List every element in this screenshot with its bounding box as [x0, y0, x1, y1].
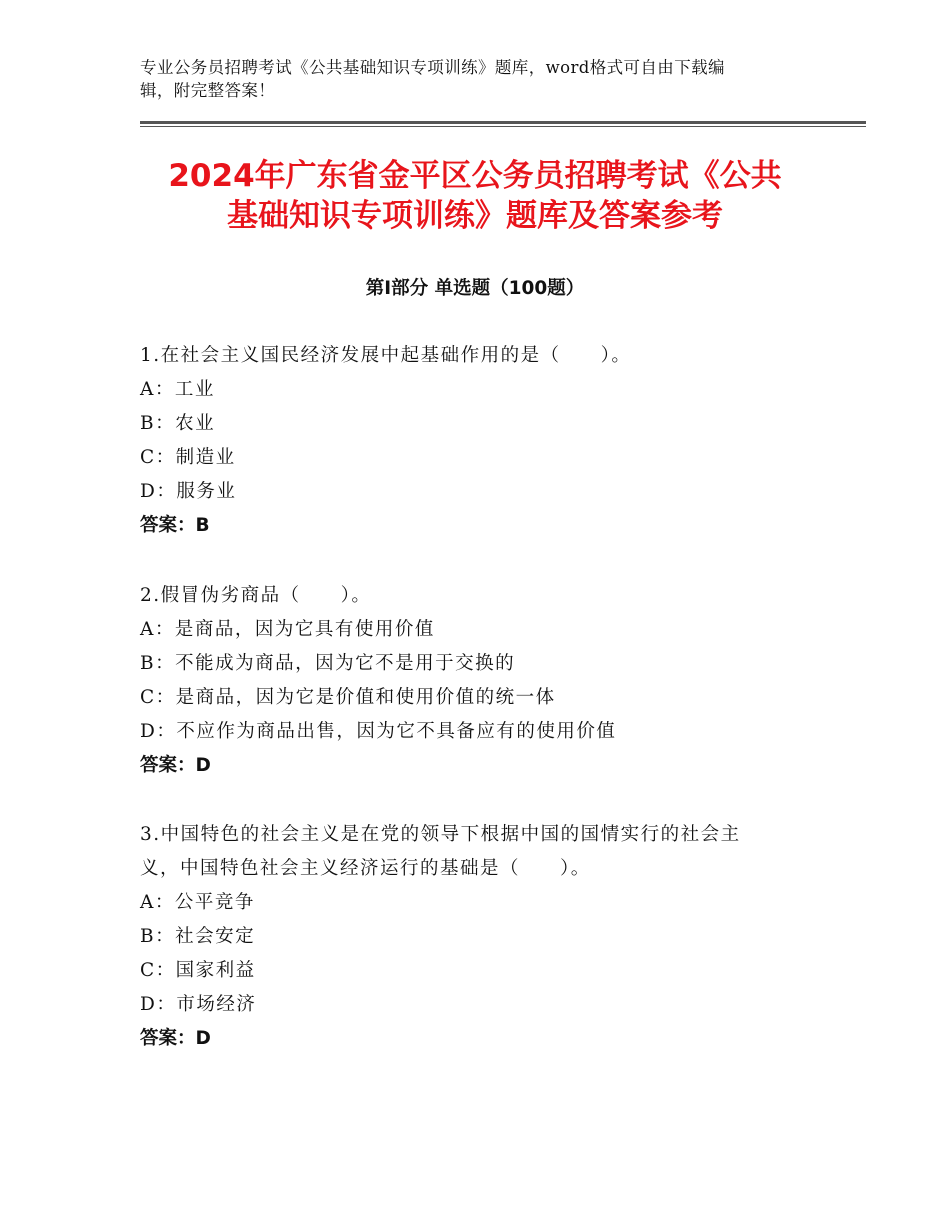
question-item	[140, 818, 820, 1056]
header-note-line: 专业公务员招聘考试《公共基础知识专项训练》题库，word格式可自由下载编	[140, 58, 725, 77]
question-stem: 3.中国特色的社会主义是在党的领导下根据中国的国情实行的社会主	[140, 824, 741, 845]
header-note-line: 辑，附完整答案！	[140, 81, 276, 100]
question-stem: 1.在社会主义国民经济发展中起基础作用的是（ ）。	[140, 345, 632, 366]
answer-label: 答案：D	[140, 1028, 211, 1049]
option-a: A：工业	[140, 379, 215, 400]
option-d: D：不应作为商品出售，因为它不具备应有的使用价值	[140, 721, 617, 742]
section-title: 第Ⅰ部分 单选题（100题）	[365, 278, 585, 299]
document-title-line: 基础知识专项训练》题库及答案参考	[227, 198, 723, 234]
option-a: A：公平竞争	[140, 892, 255, 913]
question-item	[140, 579, 820, 783]
header-divider-thick	[140, 121, 866, 124]
option-d: D：市场经济	[140, 994, 257, 1015]
document-title-line: 2024年广东省金平区公务员招聘考试《公共	[168, 158, 782, 194]
option-d: D：服务业	[140, 481, 237, 502]
answer-label: 答案：B	[140, 515, 210, 536]
option-c: C：是商品，因为它是价值和使用价值的统一体	[140, 687, 556, 708]
option-b: B：社会安定	[140, 926, 256, 947]
header-divider-thin	[140, 126, 866, 127]
option-a: A：是商品，因为它具有使用价值	[140, 619, 435, 640]
question-stem: 2.假冒伪劣商品（ ）。	[140, 585, 372, 606]
option-b: B：农业	[140, 413, 216, 434]
header-note	[140, 56, 790, 102]
option-b: B：不能成为商品，因为它不是用于交换的	[140, 653, 516, 674]
option-c: C：国家利益	[140, 960, 256, 981]
document-title	[100, 156, 850, 236]
answer-label: 答案：D	[140, 755, 211, 776]
option-c: C：制造业	[140, 447, 236, 468]
question-item	[140, 339, 820, 543]
question-stem: 义，中国特色社会主义经济运行的基础是（ ）。	[140, 858, 591, 879]
